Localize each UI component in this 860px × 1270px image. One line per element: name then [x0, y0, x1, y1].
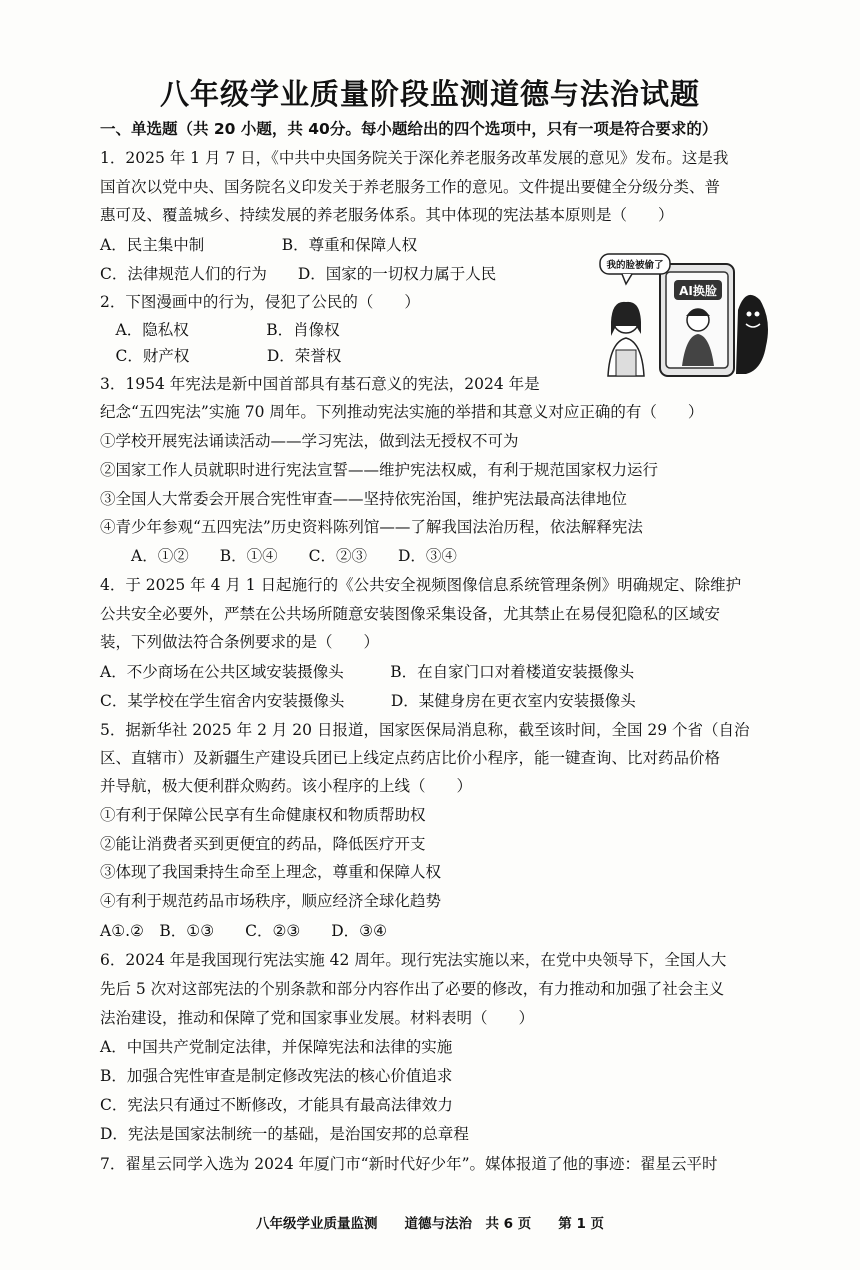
- ai-face-swap-cartoon: [596, 250, 774, 378]
- q1-options-ab: A．民主集中制 B．尊重和保障人权: [100, 236, 418, 254]
- q5-line-2: 区、直辖市）及新疆生产建设兵团已上线定点药店比价小程序，能一键查询、比对药品价格: [100, 749, 721, 767]
- page-title: 八年级学业质量阶段监测道德与法治试题: [159, 77, 700, 111]
- q4-line-1: 4．于 2025 年 4 月 1 日起施行的《公共安全视频图像信息系统管理条例》明确规定、除维护: [100, 576, 742, 594]
- q2-options-cd: C．财产权 D．荣誉权: [100, 347, 342, 365]
- q5-line-3: 并导航，极大便利群众购药。该小程序的上线（ ）: [100, 777, 473, 795]
- q2-options-ab: A．隐私权 B．肖像权: [100, 321, 340, 339]
- q3-line-1: 3．1954 年宪法是新中国首部具有基石意义的宪法，2024 年是: [100, 375, 540, 393]
- page-footer: 八年级学业质量监测 道德与法治 共 6 页 第 1 页: [255, 1216, 605, 1232]
- q5-item-1: ①有利于保障公民享有生命健康权和物质帮助权: [100, 806, 426, 824]
- screen-label: AI换脸: [679, 284, 717, 298]
- q4-options-cd: C．某学校在学生宿舍内安装摄像头 D．某健身房在更衣室内安装摄像头: [100, 692, 636, 710]
- q1-line-1: 1．2025 年 1 月 7 日，《中共中央国务院关于深化养老服务改革发展的意见》发布。这是我: [100, 149, 729, 167]
- q6-option-b: B．加强合宪性审查是制定修改宪法的核心价值追求: [100, 1067, 453, 1085]
- q6-option-a: A．中国共产党制定法律，并保障宪法和法律的实施: [100, 1038, 453, 1056]
- q5-options: A①.② B．①③ C．②③ D．③④: [100, 922, 387, 940]
- q3-item-3: ③全国人大常委会开展合宪性审查——坚持依宪治国，维护宪法最高法律地位: [100, 490, 628, 508]
- q6-line-2: 先后 5 次对这部宪法的个别条款和部分内容作出了必要的修改，有力推动和加强了社会主义: [100, 980, 725, 998]
- q4-line-3: 装，下列做法符合条例要求的是（ ）: [100, 633, 380, 651]
- q6-line-1: 6．2024 年是我国现行宪法实施 42 周年。现行宪法实施以来，在党中央领导下，全国人大: [100, 951, 727, 969]
- q1-line-3: 惠可及、覆盖城乡、持续发展的养老服务体系。其中体现的宪法基本原则是（ ）: [100, 206, 674, 224]
- q3-item-1: ①学校开展宪法诵读活动——学习宪法，做到法无授权不可为: [100, 432, 519, 450]
- q1-options-cd: C．法律规范人们的行为 D．国家的一切权力属于人民: [100, 265, 497, 283]
- q7-line-1: 7．翟星云同学入选为 2024 年厦门市“新时代好少年”。媒体报道了他的事迹：翟星云平时: [100, 1155, 718, 1173]
- q5-line-1: 5．据新华社 2025 年 2 月 20 日报道，国家医保局消息称，截至该时间，全国 29 个省（自治: [100, 721, 750, 739]
- q3-line-2: 纪念“五四宪法”实施 70 周年。下列推动宪法实施的举措和其意义对应正确的有（ ）: [100, 403, 704, 421]
- q5-item-2: ②能让消费者买到更便宜的药品，降低医疗开支: [100, 835, 426, 853]
- q6-option-c: C．宪法只有通过不断修改，才能具有最高法律效力: [100, 1096, 453, 1114]
- q4-line-2: 公共安全必要外，严禁在公共场所随意安装图像采集设备，尤其禁止在易侵犯隐私的区域安: [100, 605, 721, 623]
- q2-stem: 2．下图漫画中的行为，侵犯了公民的（ ）: [100, 293, 420, 311]
- q4-options-ab: A．不少商场在公共区域安装摄像头 B．在自家门口对着楼道安装摄像头: [100, 663, 635, 681]
- q1-line-2: 国首次以党中央、国务院名义印发关于养老服务工作的意见。文件提出要健全分级分类、普: [100, 178, 721, 196]
- speech-bubble-text: 我的脸被偷了: [606, 260, 664, 271]
- q6-option-d: D．宪法是国家法制统一的基础，是治国安邦的总章程: [100, 1125, 469, 1143]
- q3-item-2: ②国家工作人员就职时进行宪法宣誓——维护宪法权威，有利于规范国家权力运行: [100, 461, 659, 479]
- q3-options: A．①② B．①④ C．②③ D．③④: [100, 547, 457, 565]
- q6-line-3: 法治建设，推动和保障了党和国家事业发展。材料表明（ ）: [100, 1009, 535, 1027]
- q5-item-3: ③体现了我国秉持生命至上理念，尊重和保障人权: [100, 863, 442, 881]
- q3-item-4: ④青少年参观“五四宪法”历史资料陈列馆——了解我国法治历程，依法解释宪法: [100, 518, 643, 536]
- q5-item-4: ④有利于规范药品市场秩序，顺应经济全球化趋势: [100, 892, 442, 910]
- section-heading: 一、单选题（共 20 小题，共 40分。每小题给出的四个选项中，只有一项是符合要求的）: [100, 120, 718, 138]
